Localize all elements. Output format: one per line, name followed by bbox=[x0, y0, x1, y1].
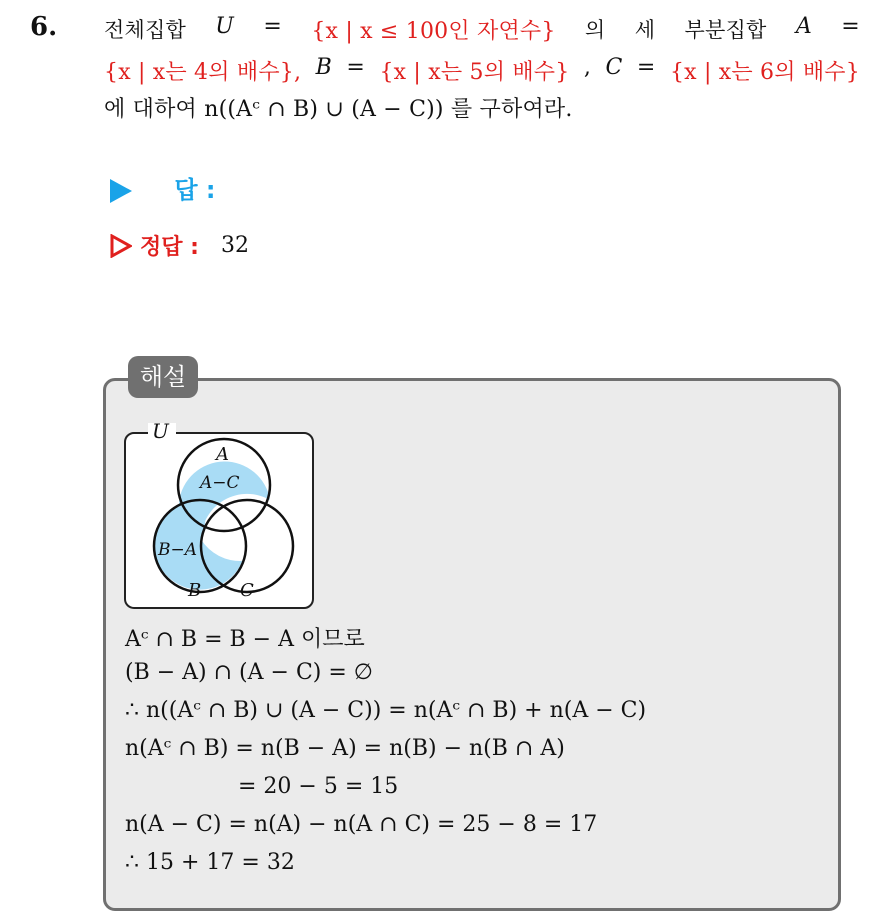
solution-row bbox=[110, 230, 249, 261]
explanation-line: n(Aᶜ ∩ B) = n(B − A) = n(B) − n(B ∩ A) bbox=[125, 736, 565, 761]
explanation-line: (B − A) ∩ (A − C) = ∅ bbox=[125, 660, 373, 685]
problem-word: U bbox=[215, 14, 235, 39]
answer-label: 답 : bbox=[174, 176, 216, 204]
venn-label-c: C bbox=[240, 580, 254, 601]
venn-label-u: U bbox=[152, 420, 169, 443]
explanation-tag: 해설 bbox=[128, 356, 198, 398]
explanation-line: Aᶜ ∩ B = B − A 이므로 bbox=[125, 627, 365, 652]
problem-word: = bbox=[346, 55, 366, 80]
set-definition-b: {x | x는 5의 배수} bbox=[379, 60, 570, 85]
venn-label-a-minus-c: A−C bbox=[200, 473, 240, 493]
explanation-line: ∴ 15 + 17 = 32 bbox=[125, 850, 295, 875]
problem-line-2 bbox=[104, 55, 860, 86]
venn-label-b-minus-a: B−A bbox=[158, 540, 198, 560]
venn-diagram bbox=[124, 420, 324, 620]
answer-row bbox=[110, 170, 216, 205]
solution-value: 32 bbox=[220, 233, 249, 258]
set-definition-a: {x | x는 4의 배수}, bbox=[104, 60, 302, 85]
set-definition-u: {x | x ≤ 100인 자연수} bbox=[311, 19, 556, 44]
venn-label-a: A bbox=[216, 444, 229, 465]
solution-label: 정답 : bbox=[140, 235, 199, 260]
venn-label-b: B bbox=[188, 580, 202, 601]
explanation-line: ∴ n((Aᶜ ∩ B) ∪ (A − C)) = n(Aᶜ ∩ B) + n(A − C) bbox=[125, 698, 647, 723]
problem-word: 전체집합 bbox=[104, 18, 186, 42]
explanation-line: = 20 − 5 = 15 bbox=[238, 774, 399, 799]
outline-triangle-icon bbox=[110, 234, 132, 258]
problem-word: = bbox=[263, 14, 282, 39]
set-definition-c: {x | x는 6의 배수} bbox=[669, 60, 860, 85]
problem-word: A bbox=[795, 14, 812, 39]
problem-word: 부분집합 bbox=[684, 18, 767, 42]
problem-number: 6. bbox=[30, 12, 58, 42]
problem-word: C bbox=[605, 55, 623, 80]
problem-word: 세 bbox=[634, 18, 656, 42]
problem-word: B bbox=[315, 55, 332, 80]
problem-word: , bbox=[583, 55, 592, 80]
explanation-line: n(A − C) = n(A) − n(A ∩ C) = 25 − 8 = 17 bbox=[125, 812, 598, 837]
problem-word: 의 bbox=[584, 18, 606, 42]
problem-word: = bbox=[841, 14, 860, 39]
problem-line-3: 에 대하여 n((Aᶜ ∩ B) ∪ (A − C)) 를 구하여라. bbox=[104, 97, 573, 122]
play-triangle-icon bbox=[110, 179, 132, 203]
problem-line-1 bbox=[104, 14, 860, 45]
problem-word: = bbox=[636, 55, 656, 80]
